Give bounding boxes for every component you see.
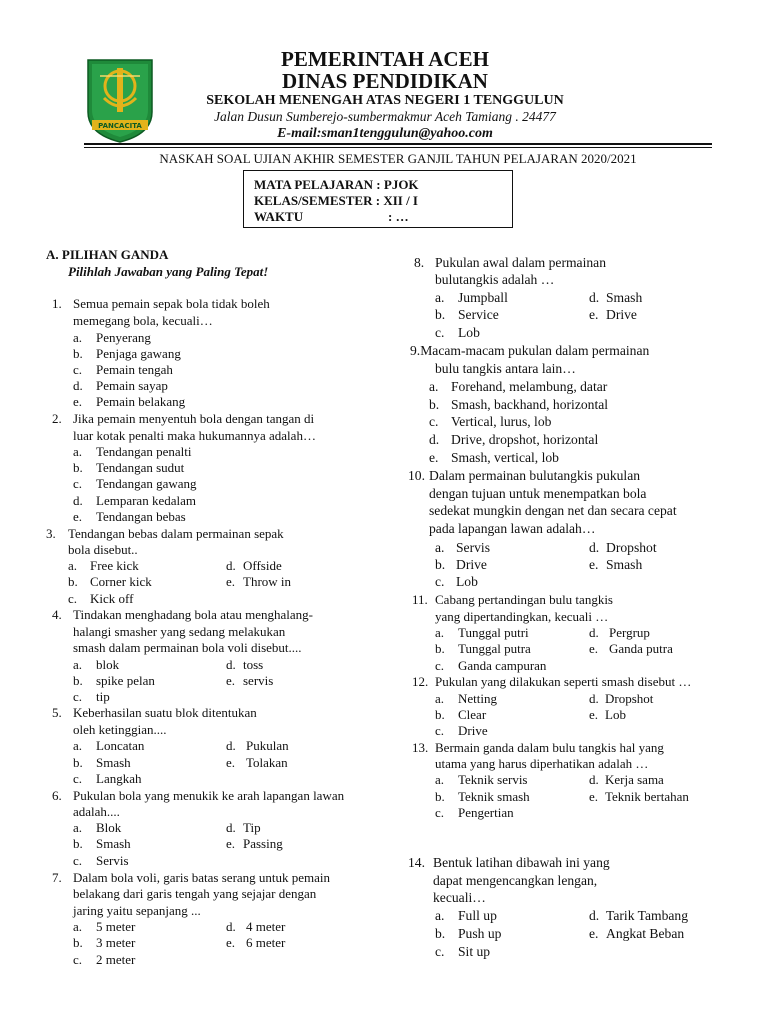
- option-text[interactable]: Drive, dropshot, horizontal: [451, 432, 599, 447]
- option-letter: d.: [226, 820, 236, 835]
- option-text[interactable]: Teknik bertahan: [605, 789, 689, 804]
- option-text[interactable]: Throw in: [243, 574, 292, 589]
- option-text[interactable]: tip: [96, 689, 110, 704]
- option-letter: d.: [589, 625, 599, 640]
- option-letter: c.: [435, 325, 445, 340]
- option-text[interactable]: Drive: [458, 723, 488, 738]
- option-letter: a.: [435, 772, 445, 787]
- question-text: Dalam permainan bulutangkis pukulan: [429, 468, 641, 483]
- question-text: Cabang pertandingan bulu tangkis: [435, 592, 613, 607]
- option-text[interactable]: servis: [243, 673, 274, 688]
- question-number: 12.: [412, 674, 429, 689]
- option-letter: e.: [226, 574, 236, 589]
- question-number: 1.: [52, 296, 62, 311]
- question-text: memegang bola, kecuali…: [73, 313, 213, 328]
- question-number: 10.: [408, 468, 425, 483]
- question-text: Tendangan bebas dalam permainan sepak: [68, 526, 284, 541]
- question-text: pada lapangan lawan adalah…: [429, 521, 596, 536]
- header-rule-thin: [84, 147, 712, 148]
- option-text[interactable]: Smash: [96, 836, 131, 851]
- option-letter: d.: [589, 772, 599, 787]
- question-text: dapat mengencangkan lengan,: [433, 873, 598, 888]
- option-text[interactable]: Tolakan: [246, 755, 288, 770]
- option-text[interactable]: Teknik servis: [458, 772, 528, 787]
- option-text[interactable]: Vertical, lurus, lob: [451, 414, 552, 429]
- option-letter: a.: [435, 290, 445, 305]
- option-text[interactable]: Full up: [458, 908, 497, 923]
- question-text: Bermain ganda dalam bulu tangkis hal yang: [435, 740, 664, 755]
- question-text: dengan tujuan untuk menempatkan bola: [429, 486, 647, 501]
- question-text: Semua pemain sepak bola tidak boleh: [73, 296, 270, 311]
- option-text[interactable]: Push up: [458, 926, 502, 941]
- time-value: : …: [388, 209, 409, 224]
- option-letter: b.: [435, 707, 445, 722]
- question-number: 6.: [52, 788, 62, 803]
- option-text[interactable]: Servis: [456, 540, 490, 555]
- question-text: bola disebut..: [68, 542, 138, 557]
- option-letter: b.: [435, 557, 446, 572]
- option-letter: c.: [73, 362, 83, 377]
- question-text: jaring yaitu sepanjang ...: [73, 903, 201, 918]
- question-text: bulu tangkis antara lain…: [435, 361, 576, 376]
- option-text[interactable]: Offside: [243, 558, 282, 573]
- option-text[interactable]: Penyerang: [96, 330, 151, 345]
- option-letter: a.: [73, 330, 83, 345]
- option-letter: d.: [226, 558, 236, 573]
- option-text[interactable]: Service: [458, 307, 499, 322]
- section-heading: A. PILIHAN GANDA: [46, 247, 169, 262]
- option-text[interactable]: Lemparan kedalam: [96, 493, 196, 508]
- option-text[interactable]: Pengertian: [458, 805, 514, 820]
- option-text[interactable]: Angkat Beban: [606, 926, 685, 941]
- option-letter: c.: [435, 658, 445, 673]
- option-letter: e.: [226, 673, 236, 688]
- option-text[interactable]: Forehand, melambung, datar: [451, 379, 608, 394]
- option-text[interactable]: Tunggal putra: [458, 641, 531, 656]
- option-letter: d.: [226, 657, 236, 672]
- option-letter: c.: [73, 689, 83, 704]
- option-text[interactable]: Dropshot: [606, 540, 657, 555]
- option-letter: d.: [73, 378, 83, 393]
- option-text[interactable]: 5 meter: [96, 919, 136, 934]
- option-letter: b.: [68, 574, 78, 589]
- option-text[interactable]: Tendangan penalti: [96, 444, 192, 459]
- option-letter: e.: [73, 394, 83, 409]
- question-text: yang dipertandingkan, kecuali …: [435, 609, 609, 624]
- department-title: DINAS PENDIDIKAN: [282, 69, 488, 93]
- option-letter: a.: [68, 558, 78, 573]
- option-text[interactable]: toss: [243, 657, 264, 672]
- option-letter: e.: [226, 935, 236, 950]
- option-text[interactable]: Kerja sama: [605, 772, 664, 787]
- option-letter: b.: [73, 673, 83, 688]
- question-text: Pukulan bola yang menukik ke arah lapangan lawan: [73, 788, 345, 803]
- option-text[interactable]: Clear: [458, 707, 487, 722]
- question-text: Tindakan menghadang bola atau menghalang-: [73, 607, 313, 622]
- option-text[interactable]: Lob: [605, 707, 626, 722]
- question-number: 4.: [52, 607, 62, 622]
- school-crest-logo: [84, 54, 156, 144]
- option-letter: b.: [435, 307, 446, 322]
- option-letter: c.: [73, 476, 83, 491]
- option-letter: a.: [73, 657, 83, 672]
- option-text[interactable]: Pemain sayap: [96, 378, 168, 393]
- option-letter: e.: [226, 755, 236, 770]
- option-letter: e.: [589, 557, 599, 572]
- question-text: halangi smasher yang sedang melakukan: [73, 624, 286, 639]
- logo-label: PANCACITA: [98, 122, 142, 130]
- option-letter: b.: [435, 789, 445, 804]
- option-text[interactable]: 4 meter: [246, 919, 286, 934]
- option-text[interactable]: Ganda campuran: [458, 658, 547, 673]
- question-text: oleh ketinggian....: [73, 722, 167, 737]
- option-text[interactable]: Smash: [606, 557, 643, 572]
- question-text: 9.Macam-macam pukulan dalam permainan: [410, 343, 650, 358]
- option-text[interactable]: Drive: [456, 557, 487, 572]
- question-text: Pukulan awal dalam permainan: [435, 255, 606, 270]
- option-text[interactable]: Lob: [456, 574, 478, 589]
- time-row: [254, 209, 512, 225]
- option-text[interactable]: Pergrup: [609, 625, 650, 640]
- question-text: Jika pemain menyentuh bola dengan tangan di: [73, 411, 315, 426]
- question-text: utama yang harus diperhatikan adalah …: [435, 756, 649, 771]
- question-number: 5.: [52, 705, 62, 720]
- option-text[interactable]: 6 meter: [246, 935, 286, 950]
- option-text[interactable]: 2 meter: [96, 952, 136, 967]
- option-letter: a.: [73, 820, 83, 835]
- option-letter: b.: [73, 346, 83, 361]
- option-text[interactable]: Tarik Tambang: [606, 908, 689, 923]
- option-text[interactable]: Pemain belakang: [96, 394, 186, 409]
- option-text[interactable]: Penjaga gawang: [96, 346, 181, 361]
- option-letter: a.: [435, 625, 445, 640]
- option-letter: b.: [429, 397, 440, 412]
- option-letter: e.: [589, 789, 599, 804]
- exam-info-box: [243, 170, 513, 228]
- option-letter: c.: [73, 853, 83, 868]
- option-text[interactable]: Drive: [606, 307, 637, 322]
- option-text[interactable]: Dropshot: [605, 691, 654, 706]
- option-letter: e.: [589, 641, 599, 656]
- option-text[interactable]: Ganda putra: [609, 641, 673, 656]
- question-text: bulutangkis adalah …: [435, 272, 555, 287]
- option-letter: e.: [73, 509, 83, 524]
- question-text: belakang dari garis tengah yang sejajar dengan: [73, 886, 317, 901]
- option-letter: a.: [435, 908, 445, 923]
- option-text[interactable]: Tip: [243, 820, 261, 835]
- option-text[interactable]: spike pelan: [96, 673, 155, 688]
- option-text[interactable]: Free kick: [90, 558, 139, 573]
- section-instruction: Pilihlah Jawaban yang Paling Tepat!: [68, 264, 269, 279]
- question-text: Keberhasilan suatu blok ditentukan: [73, 705, 257, 720]
- option-letter: c.: [73, 952, 83, 967]
- question-text: Dalam bola voli, garis batas serang untuk pemain: [73, 870, 331, 885]
- question-number: 2.: [52, 411, 62, 426]
- option-text[interactable]: Smash, vertical, lob: [451, 450, 559, 465]
- option-text[interactable]: Smash: [96, 755, 131, 770]
- option-letter: a.: [429, 379, 439, 394]
- time-label: WAKTU: [254, 209, 304, 224]
- question-text: smash dalam permainan bola voli disebut....: [73, 640, 302, 655]
- question-text: kecuali…: [433, 890, 486, 905]
- option-text[interactable]: Smash, backhand, horizontal: [451, 397, 609, 412]
- question-number: 8.: [414, 255, 425, 270]
- option-letter: a.: [73, 919, 83, 934]
- question-text: Bentuk latihan dibawah ini yang: [433, 855, 610, 870]
- option-letter: e.: [589, 307, 599, 322]
- option-text[interactable]: Teknik smash: [458, 789, 530, 804]
- question-text: sedekat mungkin dengan net dan secara cepat: [429, 503, 677, 518]
- option-text[interactable]: Loncatan: [96, 738, 145, 753]
- option-text[interactable]: Tunggal putri: [458, 625, 529, 640]
- option-letter: b.: [435, 641, 445, 656]
- option-letter: a.: [73, 444, 83, 459]
- option-text[interactable]: Netting: [458, 691, 497, 706]
- class-row: [254, 193, 512, 209]
- option-text[interactable]: Langkah: [96, 771, 142, 786]
- option-text[interactable]: Corner kick: [90, 574, 152, 589]
- class-text: KELAS/SEMESTER : XII / I: [254, 193, 418, 208]
- option-letter: b.: [435, 926, 446, 941]
- option-letter: c.: [73, 771, 83, 786]
- option-text[interactable]: Lob: [458, 325, 480, 340]
- option-letter: a.: [435, 540, 445, 555]
- school-email: E-mail:sman1tenggulun@yahoo.com: [277, 126, 493, 141]
- option-text[interactable]: Tendangan bebas: [96, 509, 186, 524]
- option-text[interactable]: Blok: [96, 820, 122, 835]
- option-letter: a.: [435, 691, 445, 706]
- option-letter: b.: [73, 935, 83, 950]
- option-letter: c.: [435, 723, 445, 738]
- option-letter: e.: [429, 450, 439, 465]
- school-address: Jalan Dusun Sumberejo-sumbermakmur Aceh Tamiang . 24477: [214, 109, 556, 124]
- question-number: 13.: [412, 740, 429, 755]
- option-letter: d.: [226, 738, 236, 753]
- option-text[interactable]: Smash: [606, 290, 643, 305]
- option-letter: d.: [429, 432, 440, 447]
- question-text: luar kotak penalti maka hukumannya adalah…: [73, 428, 316, 443]
- question-number: 11.: [412, 592, 428, 607]
- option-letter: d.: [589, 290, 600, 305]
- option-letter: d.: [226, 919, 236, 934]
- option-text[interactable]: Passing: [243, 836, 283, 851]
- option-text[interactable]: Tendangan sudut: [96, 460, 185, 475]
- option-text[interactable]: Pemain tengah: [96, 362, 173, 377]
- option-text[interactable]: Kick off: [90, 591, 134, 606]
- question-text: Pukulan yang dilakukan seperti smash disebut …: [435, 674, 692, 689]
- option-letter: a.: [73, 738, 83, 753]
- option-letter: d.: [589, 691, 599, 706]
- option-letter: c.: [429, 414, 439, 429]
- option-letter: d.: [73, 493, 83, 508]
- question-number: 14.: [408, 855, 425, 870]
- option-letter: c.: [68, 591, 78, 606]
- question-number: 7.: [52, 870, 62, 885]
- option-letter: e.: [589, 707, 599, 722]
- option-letter: c.: [435, 805, 445, 820]
- option-letter: c.: [435, 944, 445, 959]
- option-letter: b.: [73, 836, 83, 851]
- option-letter: e.: [226, 836, 236, 851]
- question-text: adalah....: [73, 804, 120, 819]
- subject-text: MATA PELAJARAN : PJOK: [254, 177, 419, 192]
- option-text[interactable]: Servis: [96, 853, 129, 868]
- option-letter: b.: [73, 755, 83, 770]
- option-text[interactable]: Tendangan gawang: [96, 476, 197, 491]
- subject-row: [254, 177, 512, 193]
- option-letter: d.: [589, 540, 600, 555]
- header-rule-thick: [84, 143, 712, 145]
- option-text[interactable]: Pukulan: [246, 738, 289, 753]
- option-letter: c.: [435, 574, 445, 589]
- school-name: SEKOLAH MENENGAH ATAS NEGERI 1 TENGGULUN: [206, 93, 564, 108]
- option-text[interactable]: 3 meter: [96, 935, 136, 950]
- government-title: PEMERINTAH ACEH: [281, 47, 489, 71]
- option-text[interactable]: blok: [96, 657, 120, 672]
- option-text[interactable]: Jumpball: [458, 290, 508, 305]
- option-letter: d.: [589, 908, 600, 923]
- option-letter: b.: [73, 460, 83, 475]
- option-letter: e.: [589, 926, 599, 941]
- exam-title: NASKAH SOAL UJIAN AKHIR SEMESTER GANJIL TAHUN PELAJARAN 2020/2021: [159, 151, 637, 166]
- question-number: 3.: [46, 526, 56, 541]
- option-text[interactable]: Sit up: [458, 944, 491, 959]
